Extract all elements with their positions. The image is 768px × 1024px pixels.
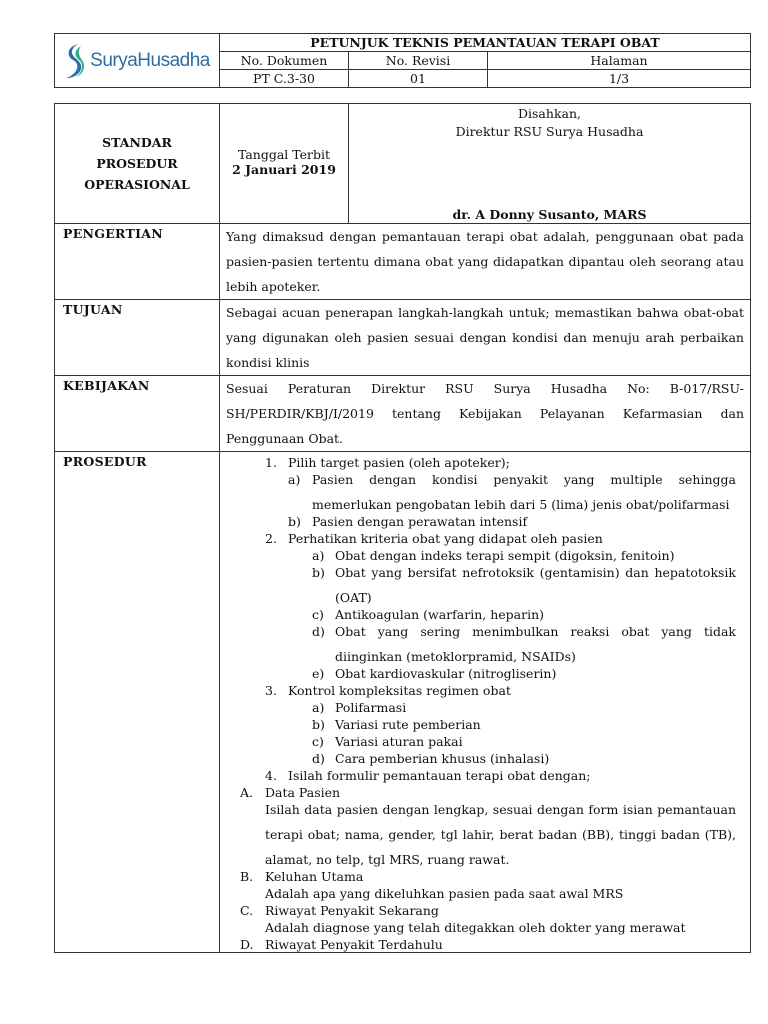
step-2b-line2: (OAT) (335, 590, 372, 605)
step-1a-line2: memerlukan pengobatan lebih dari 5 (lima) jenis obat/polifarmasi (312, 497, 730, 512)
step-2e-marker: e) (312, 666, 325, 681)
document-title: PETUNJUK TEKNIS PEMANTAUAN TERAPI OBAT (220, 34, 751, 52)
pengertian-label: PENGERTIAN (55, 224, 220, 300)
logo-cell (55, 34, 220, 88)
logo-text-b: Husadha (137, 50, 210, 71)
page-label: Halaman (488, 52, 751, 70)
approved-name: dr. A Donny Susanto, MARS (452, 207, 647, 222)
step-2c-text: Antikoagulan (warfarin, heparin) (335, 607, 545, 622)
issued-date: 2 Januari 2019 (232, 161, 336, 177)
revision-label: No. Revisi (349, 52, 488, 70)
step-2b-line1: Obat yang bersifat nefrotoksik (gentamisin) dan hepatotoksik (335, 565, 736, 580)
kebijakan-label: KEBIJAKAN (55, 376, 220, 452)
step-2b-marker: b) (312, 565, 325, 580)
logo-wordmark (90, 52, 210, 69)
item-a-marker: A. (240, 785, 254, 800)
item-c-marker: C. (240, 903, 254, 918)
item-d-marker: D. (240, 937, 254, 952)
logo (55, 36, 219, 86)
item-b-marker: B. (240, 869, 254, 884)
item-c-title: Riwayat Penyakit Sekarang (265, 903, 439, 918)
approved-role: Direktur RSU Surya Husadha (455, 124, 644, 139)
step-2a-marker: a) (312, 548, 325, 563)
step-3-text: Kontrol kompleksitas regimen obat (288, 683, 511, 698)
step-1a-line1: Pasien dengan kondisi penyakit yang multiple sehingga (312, 472, 736, 487)
item-a-line2: terapi obat; nama, gender, tgl lahir, berat badan (BB), tinggi badan (TB), (265, 827, 736, 842)
item-b-line1: Adalah apa yang dikeluhkan pasien pada saat awal MRS (265, 886, 624, 901)
prosedur-body (220, 452, 750, 952)
step-1-text: Pilih target pasien (oleh apoteker); (288, 455, 510, 470)
step-2d-line2: diinginkan (metoklorpramid, NSAIDs) (335, 649, 576, 664)
step-2d-line1: Obat yang sering menimbulkan reaksi obat yang tidak (335, 624, 736, 639)
step-1b-text: Pasien dengan perawatan intensif (312, 514, 528, 529)
step-3a-marker: a) (312, 700, 325, 715)
item-a-title: Data Pasien (265, 785, 341, 800)
logo-text-a: Surya (90, 50, 138, 71)
step-3b-text: Variasi rute pemberian (335, 717, 481, 732)
step-2d-marker: d) (312, 624, 325, 639)
approval-cell (349, 104, 751, 224)
tujuan-label: TUJUAN (55, 300, 220, 376)
step-2-number: 2. (265, 531, 277, 546)
step-1a-marker: a) (288, 472, 301, 487)
step-3c-marker: c) (312, 734, 324, 749)
step-3d-marker: d) (312, 751, 325, 766)
step-2a-text: Obat dengan indeks terapi sempit (digoksin, fenitoin) (335, 548, 675, 563)
step-1b-marker: b) (288, 514, 301, 529)
sop-line2: PROSEDUR (96, 156, 178, 171)
issued-cell (220, 104, 349, 224)
prosedur-cell (220, 452, 751, 953)
item-a-line3: alamat, no telp, tgl MRS, ruang rawat. (265, 852, 510, 867)
step-3d-text: Cara pemberian khusus (inhalasi) (335, 751, 550, 766)
pengertian-text: Yang dimaksud dengan pemantauan terapi obat adalah, penggunaan obat pada pasien-pasien tertentu dimana obat yang didapatkan dipantau oleh seorang atau lebih apoteker. (220, 224, 751, 300)
step-3b-marker: b) (312, 717, 325, 732)
item-c-line1: Adalah diagnose yang telah ditegakkan oleh dokter yang merawat (265, 920, 686, 935)
sop-line3: OPERASIONAL (84, 177, 190, 192)
step-2c-marker: c) (312, 607, 324, 622)
step-4-number: 4. (265, 768, 277, 783)
step-3c-text: Variasi aturan pakai (335, 734, 463, 749)
page-value: 1/3 (488, 70, 751, 88)
tujuan-text: Sebagai acuan penerapan langkah-langkah untuk; memastikan bahwa obat-obat yang digunakan oleh pasien sesuai dengan kondisi dan menuju arah perbaikan kondisi klinis (220, 300, 751, 376)
item-d-title: Riwayat Penyakit Terdahulu (265, 937, 443, 952)
sop-line1: STANDAR (102, 135, 172, 150)
kebijakan-text: Sesuai Peraturan Direktur RSU Surya Husadha No: B-017/RSU-SH/PERDIR/KBJ/I/2019 tentang Kebijakan Pelayanan Kefarmasian dan Penggunaan Obat. (220, 376, 751, 452)
issued-label: Tanggal Terbit (237, 146, 331, 162)
step-1-number: 1. (265, 455, 277, 470)
approved-label: Disahkan, (518, 106, 581, 121)
step-2-text: Perhatikan kriteria obat yang didapat oleh pasien (288, 531, 603, 546)
sop-title-cell (55, 104, 220, 224)
step-3a-text: Polifarmasi (335, 700, 407, 715)
item-b-title: Keluhan Utama (265, 869, 364, 884)
revision-value: 01 (349, 70, 488, 88)
surya-husadha-logo-icon (64, 42, 86, 80)
doc-no-label: No. Dokumen (220, 52, 349, 70)
sop-table (54, 103, 751, 953)
header-table (54, 33, 751, 88)
prosedur-label: PROSEDUR (55, 452, 220, 953)
step-2e-text: Obat kardiovaskular (nitrogliserin) (335, 666, 557, 681)
item-a-line1: Isilah data pasien dengan lengkap, sesuai dengan form isian pemantauan (265, 802, 736, 817)
step-3-number: 3. (265, 683, 277, 698)
doc-no-value: PT C.3-30 (220, 70, 349, 88)
step-4-text: Isilah formulir pemantauan terapi obat dengan; (288, 768, 591, 783)
